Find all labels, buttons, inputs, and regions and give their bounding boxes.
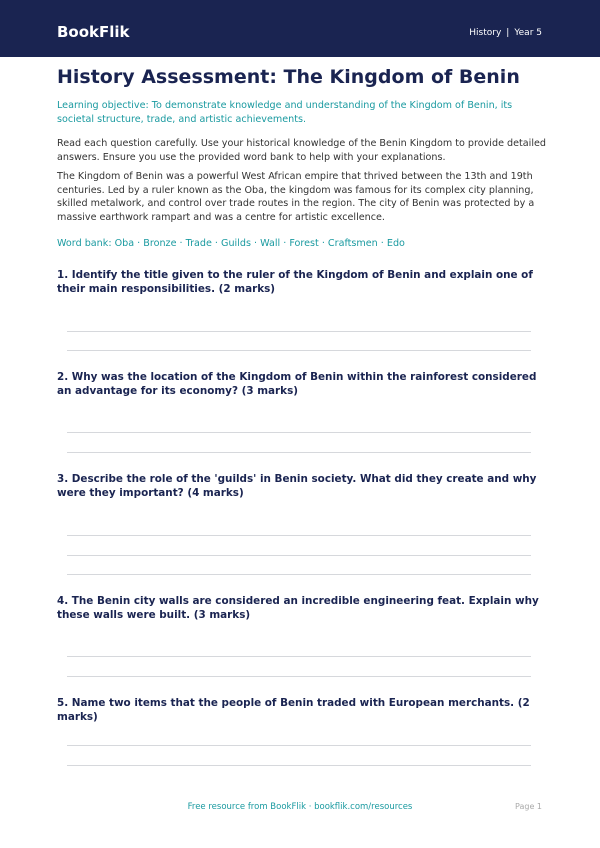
answer-line[interactable]: [67, 745, 531, 746]
brand-logo[interactable]: BookFlik: [57, 23, 130, 41]
answer-line[interactable]: [67, 535, 531, 536]
question-1: 1. Identify the title given to the ruler of the Kingdom of Benin and explain one of their main responsibilities. (2 marks): [57, 269, 533, 295]
word-bank: Word bank: Oba · Bronze · Trade · Guilds · Wall · Forest · Craftsmen · Edo: [57, 238, 405, 249]
answer-line[interactable]: [67, 452, 531, 453]
answer-line[interactable]: [67, 656, 531, 657]
breadcrumb: [469, 27, 542, 39]
answer-line[interactable]: [67, 331, 531, 332]
question-5: 5. Name two items that the people of Benin traded with European merchants. (2 marks): [57, 697, 530, 723]
answer-line[interactable]: [67, 555, 531, 556]
answer-line[interactable]: [67, 676, 531, 677]
answer-line[interactable]: [67, 765, 531, 766]
footer-resource-link[interactable]: Free resource from BookFlik · bookflik.com/resources: [187, 802, 413, 812]
page-number: Page 1: [515, 802, 542, 811]
learning-objective: Learning objective: To demonstrate knowledge and understanding of the Kingdom of Benin, its societal structure, trade, and artistic achievements.: [57, 100, 513, 125]
answer-line[interactable]: [67, 574, 531, 575]
subject-label: History: [469, 28, 502, 38]
context-paragraph: The Kingdom of Benin was a powerful West African empire that thrived between the 13th and 19th centuries. Led by a ruler known as the Oba, the kingdom was famous for its complex city planning, skilled metalwork, and control over trade routes in the region. The city of Benin was protected by a massive earthwork rampart and was a centre for artistic excellence.: [57, 171, 535, 223]
answer-line[interactable]: [67, 350, 531, 351]
question-3: 3. Describe the role of the 'guilds' in Benin society. What did they create and why were they important? (4 marks): [57, 473, 537, 499]
question-2: 2. Why was the location of the Kingdom of Benin within the rainforest considered an advantage for its economy? (3 marks): [57, 371, 537, 397]
answer-line[interactable]: [67, 432, 531, 433]
question-4: 4. The Benin city walls are considered an incredible engineering feat. Explain why these walls were built. (3 marks): [57, 595, 539, 621]
instructions: Read each question carefully. Use your historical knowledge of the Benin Kingdom to provide detailed answers. Ensure you use the provided word bank to help with your explanations.: [57, 138, 546, 163]
page-title: History Assessment: The Kingdom of Benin: [57, 66, 520, 88]
header-bar: [0, 0, 600, 57]
breadcrumb-separator: |: [506, 28, 510, 38]
year-label: Year 5: [514, 28, 542, 38]
